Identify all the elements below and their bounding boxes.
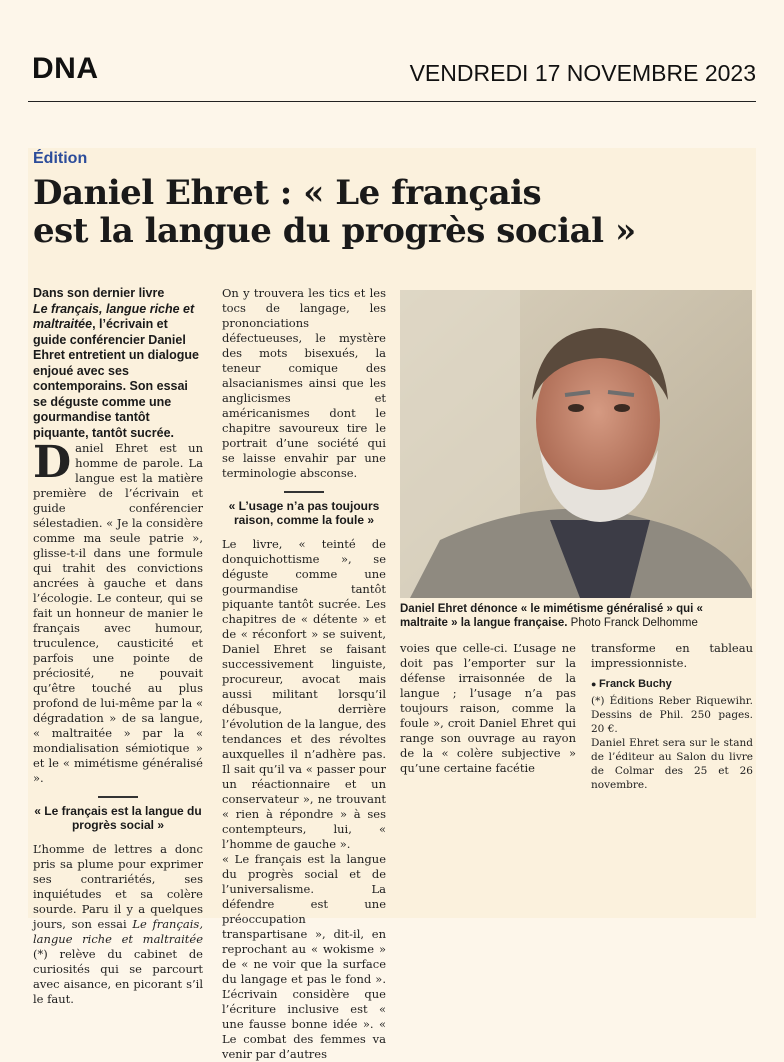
intertitle-1: « Le français est la langue du progrès social » [33,796,203,832]
col1-paragraph-2 [33,842,203,1007]
masthead-rule [28,101,756,102]
lede-body: , l’écrivain et guide conférencier Daniel Ehret entretient un dialogue enjoué avec ses contemporains. Son essai se déguste comme une gourmandise tantôt piquante, tantôt sucrée. [33,317,199,440]
book-note: (*) Éditions Reber Riquewihr. Dessins de Phil. 250 pages. 20 €. [591,695,753,735]
col2-paragraph-2: Le livre, « teinté de donquichottisme », se déguste comme une gourmandise tantôt piquante tantôt sucrée. Les chapitres de « détente » et de « réconfort » se suivent, Daniel Ehret se faisant successivement linguiste, procureur, avocat mais aussi militant lorsqu’il débusque, derrière l’évolution de la langue, des tendances et des révoltes auxquelles il n’adhère pas. Il sait qu’il va « passer pour un réactionnaire et un conservateur », ne trouvant « rien à répondre » à ses contempteurs, lui, « l’homme de gauche ». [222,537,386,851]
article-column-1 [33,437,203,1007]
col1-p2-end: (*) relève du cabinet de curiosités qui se parcourt avec aisance, en picorant s’il le faut. [33,947,203,1006]
article-headline [33,174,733,250]
intertitle-2: « L’usage n’a pas toujours raison, comme la foule » [222,491,386,527]
portrait-illustration [400,290,752,598]
lede-intro: Dans son dernier livre [33,286,165,300]
section-label: Édition [33,150,88,167]
caption-text: Daniel Ehret dénonce « le mimétisme généralisé » qui « maltraite » la langue française. [400,603,703,629]
article-author: ● Franck Buchy [591,677,753,692]
col4-paragraph-1: transforme en tableau impressionniste. [591,641,753,670]
article-column-3 [400,641,576,776]
headline-line-2: est la langue du progrès social » [33,211,636,251]
lede-book-title: Le français, langue riche et maltraitée [33,301,195,331]
event-note: Daniel Ehret sera sur le stand de l’éditeur au Salon du livre de Colmar des 25 et 26 novembre. [591,737,753,791]
publication-date: VENDREDI 17 NOVEMBRE 2023 [409,60,756,86]
col3-paragraph-1: voies que celle-ci. L’usage ne doit pas l’emporter sur la défense irraisonnée de la langue ; l’usage n’a pas toujours raison, comme la foule », croit Daniel Ehret qui range son ouvrage au rayon de la « colère subjective » qu’une certaine facétie [400,641,576,775]
col2-paragraph-1: On y trouvera les tics et les tocs de langage, les prononciations défectueuses, le mystère des mots bisexués, la teneur comique des alsacianismes ainsi que les anglicismes et américanismes dont le chapitre savoureux tire le portrait d’une société qui se laisse envahir par une terminologie absconse. [222,286,386,480]
photo-credit: Photo Franck Delhomme [567,617,698,629]
article-column-2 [222,286,386,1062]
col2-paragraph-3: « Le français est la langue du progrès social et de l’universalisme. La défendre est une préoccupation transpartisane », dit-il, en reprochant au « wokisme » de « ne voir que la surface du langage et pas le fond ». L’écrivain considère que l’écriture inclusive est « une fausse bonne idée ». « Le combat des femmes va venir par d’autres [222,852,386,1061]
portrait-photo [400,290,752,598]
col1-paragraph-1: aniel Ehret est un homme de parole. La langue est la matière première de l’écrivain et guide conférencier sélestadien. « Je la considère comme ma seule patrie », glisse-t-il dans une formule qui trahit des convictions ancrées à gauche et dans l’écologie. Le conteur, qui se fait un honneur de manier le français avec humour, truculence, causticité et parfois une pointe de préciosité, ne pouvait qu’être touché au plus profond de lui-même par la « dégradation » de sa langue, « maltraitée » par la « mondialisation sémiotique » et le « mimétisme généralisé ». [33,441,203,785]
headline-line-1: Daniel Ehret : « Le français [33,173,542,213]
masthead [0,0,784,104]
newspaper-brand: DNA [32,52,99,85]
col1-book-title: Le français, langue riche et maltraitée [33,917,203,946]
col1-p2-start: L’homme de lettres a donc pris sa plume pour exprimer ses contrariétés, ses inquiétudes et sa colère sourde. Paru il y a quelques jours, son essai [33,842,203,931]
article-column-4 [591,641,753,792]
article-lede [33,286,203,441]
photo-caption [400,602,752,630]
drop-cap: D [33,437,72,488]
